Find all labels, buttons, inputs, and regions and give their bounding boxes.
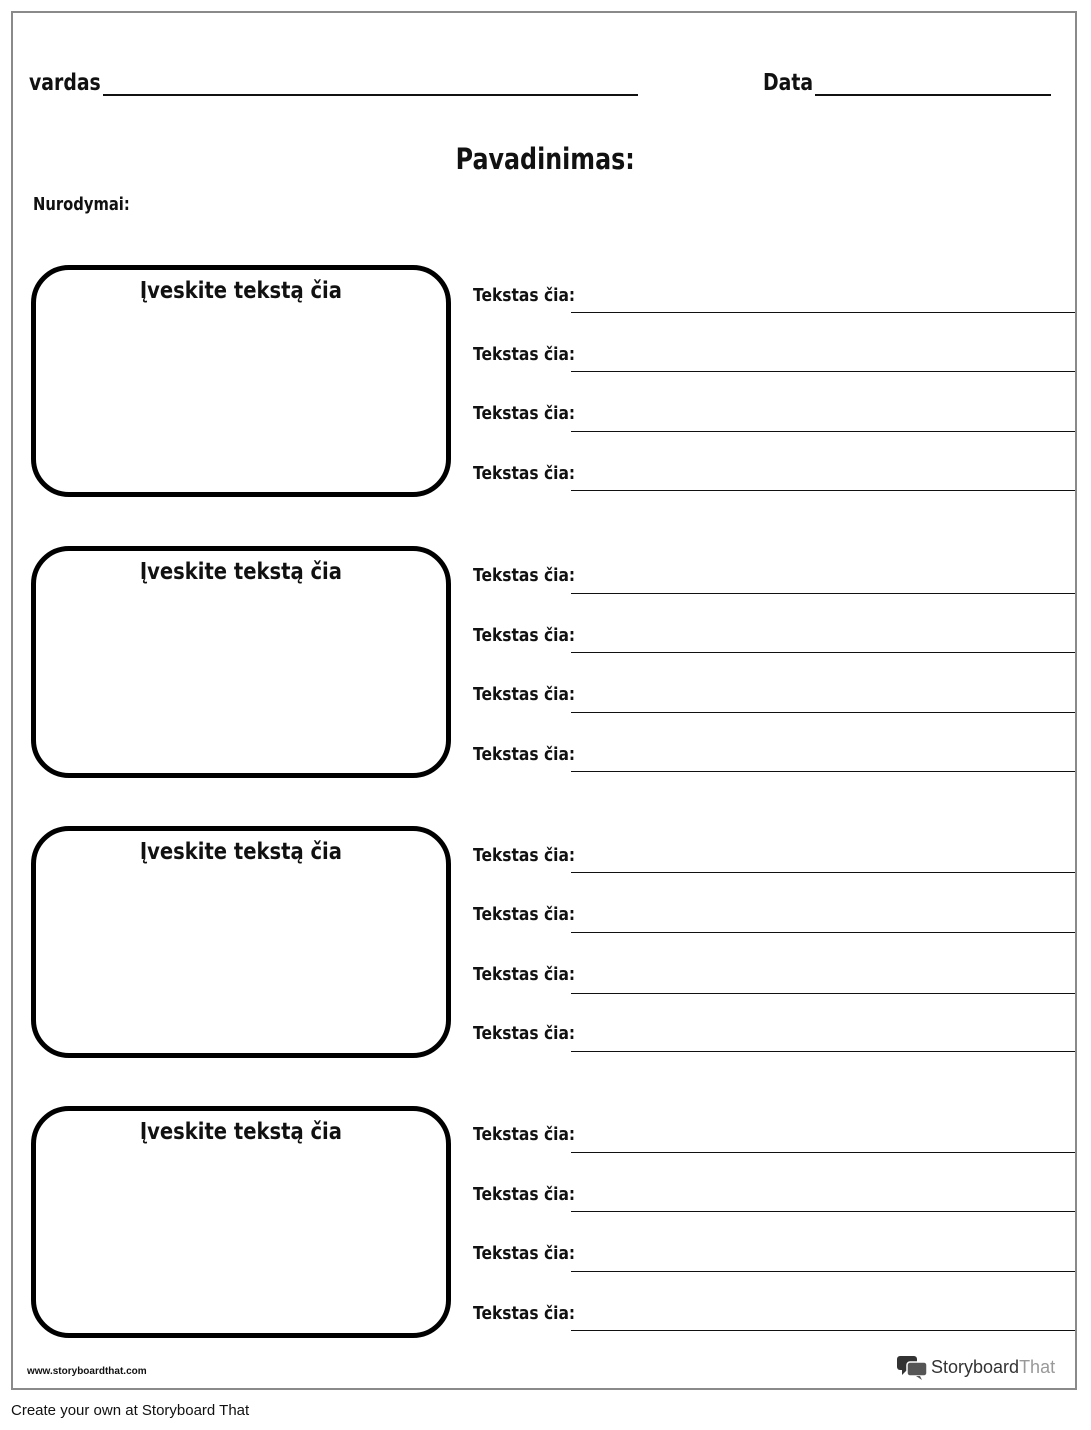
row-label: Tekstas čia: (473, 344, 576, 365)
answer-line[interactable] (571, 1152, 1075, 1153)
box-placeholder-text: Įveskite tekstą čia (139, 278, 343, 304)
row-label: Tekstas čia: (473, 285, 576, 306)
row-label: Tekstas čia: (473, 1243, 576, 1264)
page-title: Pavadinimas: (455, 142, 636, 176)
bottom-caption[interactable]: Create your own at Storyboard That (11, 1402, 250, 1419)
text-box-3[interactable] (31, 826, 451, 1058)
answer-line[interactable] (571, 993, 1075, 994)
answer-line[interactable] (571, 312, 1075, 313)
row-label: Tekstas čia: (473, 744, 576, 765)
date-line[interactable] (815, 94, 1051, 96)
name-label: vardas (29, 70, 101, 96)
answer-line[interactable] (571, 1330, 1075, 1331)
logo-text: StoryboardThat (931, 1356, 1056, 1377)
answer-line[interactable] (571, 771, 1075, 772)
row-label: Tekstas čia: (473, 565, 576, 586)
row-label: Tekstas čia: (473, 1303, 576, 1324)
row-label: Tekstas čia: (473, 964, 576, 985)
row-label: Tekstas čia: (473, 845, 576, 866)
row-label: Tekstas čia: (473, 403, 576, 424)
text-box-2[interactable] (31, 546, 451, 778)
box-placeholder-text: Įveskite tekstą čia (139, 1119, 343, 1145)
row-label: Tekstas čia: (473, 1184, 576, 1205)
answer-line[interactable] (571, 652, 1075, 653)
instructions-label: Nurodymai: (33, 194, 130, 215)
box-placeholder-text: Įveskite tekstą čia (139, 839, 343, 865)
row-label: Tekstas čia: (473, 463, 576, 484)
storyboardthat-logo[interactable] (896, 1353, 1055, 1381)
date-label: Data (763, 70, 814, 96)
row-label: Tekstas čia: (473, 1023, 576, 1044)
answer-line[interactable] (571, 1211, 1075, 1212)
answer-line[interactable] (571, 872, 1075, 873)
answer-line[interactable] (571, 490, 1075, 491)
answer-line[interactable] (571, 431, 1075, 432)
name-line[interactable] (103, 94, 638, 96)
answer-line[interactable] (571, 371, 1075, 372)
box-placeholder-text: Įveskite tekstą čia (139, 559, 343, 585)
answer-line[interactable] (571, 712, 1075, 713)
answer-line[interactable] (571, 1271, 1075, 1272)
answer-line[interactable] (571, 932, 1075, 933)
row-label: Tekstas čia: (473, 904, 576, 925)
text-box-1[interactable] (31, 265, 451, 497)
row-label: Tekstas čia: (473, 625, 576, 646)
row-label: Tekstas čia: (473, 1124, 576, 1145)
footer-url[interactable]: www.storyboardthat.com (27, 1366, 147, 1377)
answer-line[interactable] (571, 1051, 1075, 1052)
speech-bubbles-icon (896, 1354, 928, 1380)
text-box-4[interactable] (31, 1106, 451, 1338)
answer-line[interactable] (571, 593, 1075, 594)
row-label: Tekstas čia: (473, 684, 576, 705)
